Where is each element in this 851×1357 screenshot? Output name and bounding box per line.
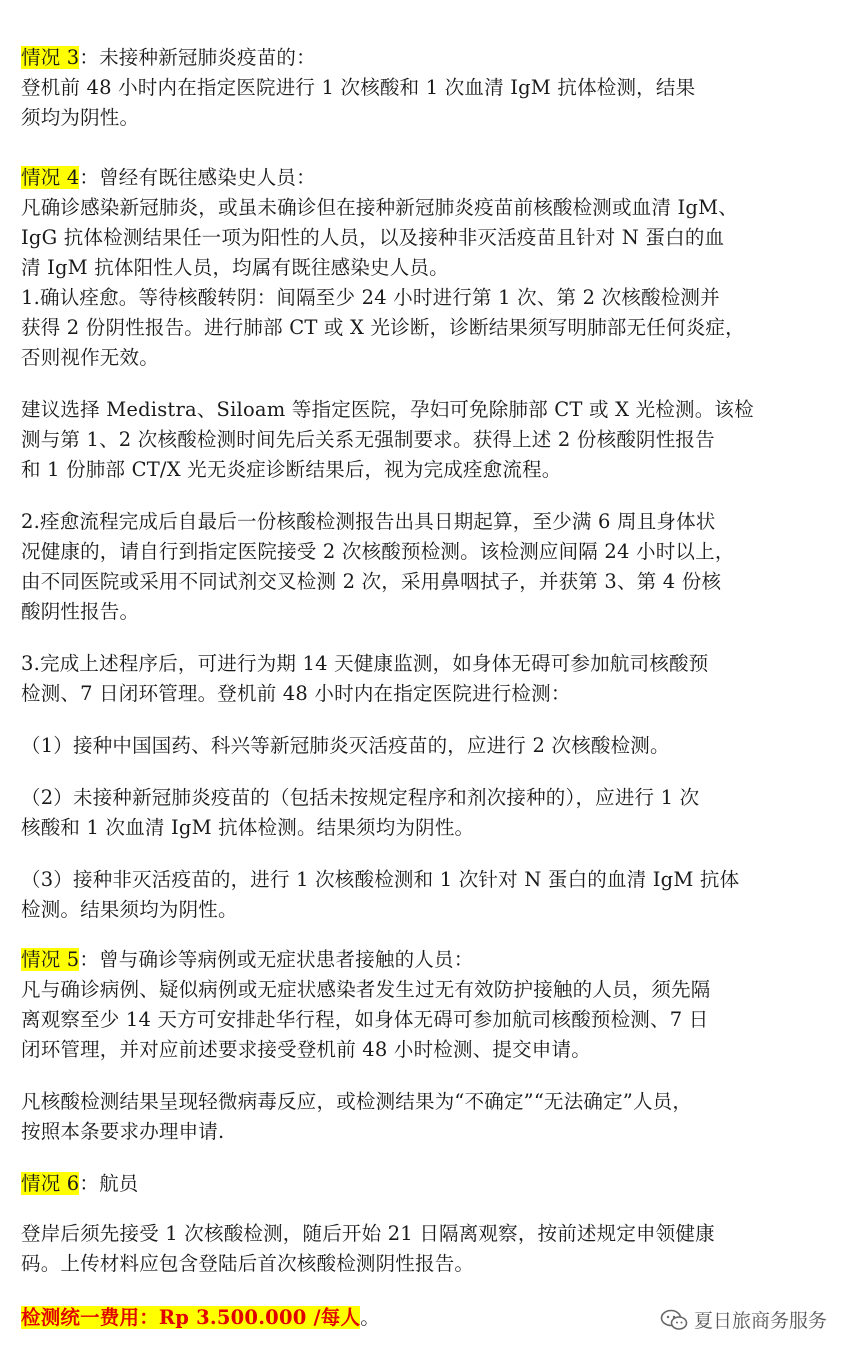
paragraph-line: 凡确诊感染新冠肺炎，或虽未确诊但在接种新冠肺炎疫苗前核酸检测或血清 IgM、	[21, 196, 738, 219]
paragraph-line: 凡与确诊病例、疑似病例或无症状感染者发生过无有效防护接触的人员，须先隔	[21, 978, 711, 1001]
list-item: （1）接种中国国药、科兴等新冠肺炎灭活疫苗的，应进行 2 次核酸检测。	[21, 734, 670, 757]
paragraph-line: 况健康的，请自行到指定医院接受 2 次核酸预检测。该检测应间隔 24 小时以上，	[21, 540, 735, 563]
paragraph-line: 码。上传材料应包含登陆后首次核酸检测阴性报告。	[21, 1252, 475, 1275]
fee-line	[21, 1306, 380, 1330]
situation-3-title: ：未接种新冠肺炎疫苗的：	[79, 46, 316, 69]
paragraph-line: 清 IgM 抗体阳性人员，均属有既往感染史人员。	[21, 256, 449, 279]
paragraph-line: 由不同医院或采用不同试剂交叉检测 2 次，采用鼻咽拭子，并获第 3、第 4 份核	[21, 570, 722, 593]
paragraph-line: 建议选择 Medistra、Siloam 等指定医院，孕妇可免除肺部 CT 或 X 光检测。该检	[21, 398, 754, 421]
paragraph-line: 凡核酸检测结果呈现轻微病毒反应，或检测结果为“不确定”“无法确定”人员，	[21, 1090, 693, 1113]
watermark-text: 夏日旅商务服务	[693, 1310, 827, 1332]
situation-5-tag: 情况 5	[21, 948, 80, 971]
watermark	[660, 1306, 827, 1333]
fee-label: 检测统一费用：Rp 3.500.000 /每人	[21, 1306, 361, 1329]
list-item-continuation: 检测。结果须均为阴性。	[21, 898, 238, 921]
situation-4-title: ：曾经有既往感染史人员：	[79, 166, 316, 189]
paragraph-line: 1.确认痊愈。等待核酸转阴：间隔至少 24 小时进行第 1 次、第 2 次核酸检测并	[21, 286, 720, 309]
list-item-continuation: 核酸和 1 次血清 IgM 抗体检测。结果须均为阴性。	[21, 816, 475, 839]
situation-4-heading	[21, 166, 316, 190]
paragraph-line: 闭环管理，并对应前述要求接受登机前 48 小时检测、提交申请。	[21, 1038, 591, 1061]
paragraph-line: 酸阴性报告。	[21, 600, 140, 623]
list-item: （3）接种非灭活疫苗的，进行 1 次核酸检测和 1 次针对 N 蛋白的血清 IgM 抗体	[21, 868, 740, 891]
paragraph-line: 按照本条要求办理申请.	[21, 1120, 225, 1143]
paragraph-line: 测与第 1、2 次核酸检测时间先后关系无强制要求。获得上述 2 份核酸阴性报告	[21, 428, 715, 451]
paragraph-line: IgG 抗体检测结果任一项为阳性的人员，以及接种非灭活疫苗且针对 N 蛋白的血	[21, 226, 725, 249]
paragraph-line: 检测、7 日闭环管理。登机前 48 小时内在指定医院进行检测：	[21, 682, 571, 705]
situation-6-heading	[21, 1172, 139, 1196]
paragraph-line: 3.完成上述程序后，可进行为期 14 天健康监测，如身体无碍可参加航司核酸预	[21, 652, 709, 675]
paragraph-line: 获得 2 份阴性报告。进行肺部 CT 或 X 光诊断，诊断结果须写明肺部无任何炎症，	[21, 316, 745, 339]
situation-5-heading	[21, 948, 473, 972]
list-item: （2）未接种新冠肺炎疫苗的（包括未按规定程序和剂次接种的），应进行 1 次	[21, 786, 700, 809]
paragraph-line: 否则视作无效。	[21, 346, 159, 369]
situation-6-tag: 情况 6	[21, 1172, 80, 1195]
fee-end: 。	[360, 1306, 380, 1329]
paragraph-line: 登岸后须先接受 1 次核酸检测，随后开始 21 日隔离观察，按前述规定申领健康	[21, 1222, 715, 1245]
wechat-icon	[660, 1309, 688, 1331]
situation-3-heading	[21, 46, 316, 70]
paragraph-line: 须均为阴性。	[21, 106, 140, 129]
paragraph-line: 离观察至少 14 天方可安排赴华行程，如身体无碍可参加航司核酸预检测、7 日	[21, 1008, 709, 1031]
paragraph-line: 登机前 48 小时内在指定医院进行 1 次核酸和 1 次血清 IgM 抗体检测，结果	[21, 76, 696, 99]
situation-4-tag: 情况 4	[21, 166, 80, 189]
paragraph-line: 和 1 份肺部 CT/X 光无炎症诊断结果后，视为完成痊愈流程。	[21, 458, 562, 481]
situation-6-title: ：航员	[79, 1172, 139, 1195]
situation-3-tag: 情况 3	[21, 46, 80, 69]
situation-5-title: ：曾与确诊等病例或无症状患者接触的人员：	[79, 948, 474, 971]
paragraph-line: 2.痊愈流程完成后自最后一份核酸检测报告出具日期起算，至少满 6 周且身体状	[21, 510, 716, 533]
